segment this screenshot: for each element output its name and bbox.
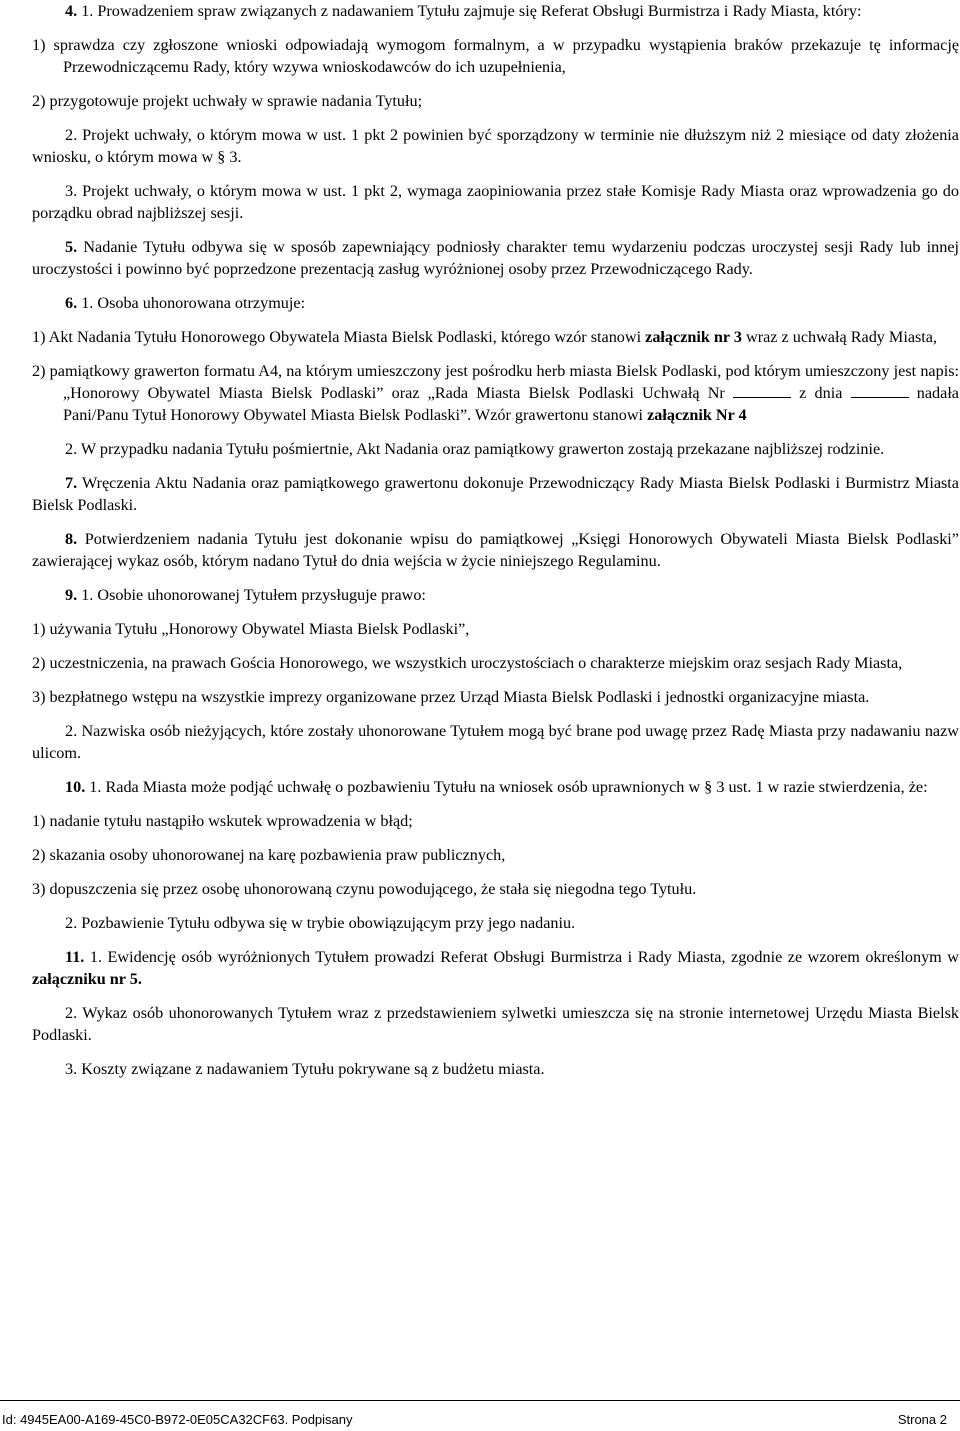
section-4-paragraph-2: 2. Projekt uchwały, o którym mowa w ust. 1 pkt 2 powinien być sporządzony w terminie nie dłuższym niż 2 miesiące od daty złożenia wniosku, o którym mowa w § 3.	[32, 126, 959, 166]
document-id: Id: 4945EA00-A169-45C0-B972-0E05CA32CF63. Podpisany	[2, 1412, 353, 1427]
section-10-point-1: 1) nadanie tytułu nastąpiło wskutek wprowadzenia w błąd;	[32, 812, 413, 830]
document-body	[32, 0, 959, 1080]
section-number: 7.	[65, 474, 78, 492]
section-number: 11.	[65, 948, 85, 966]
section-9-point-1: 1) używania Tytułu „Honorowy Obywatel Miasta Bielsk Podlaski”,	[32, 620, 470, 638]
date-blank	[851, 383, 909, 398]
section-6-point-2: 2) pamiątkowy grawerton formatu A4, na którym umieszczony jest pośrodku herb miasta Bielsk Podlaski, pod którym umieszczony jest napis: „Honorowy Obywatel Miasta Bielsk Podlaski” oraz „Rada Miasta Bielsk Podlaski Uchwałą Nr z dnia nadała Pani/Panu Tytuł Honorowy Obywatel Miasta Bielsk Podlaski”. Wzór grawertonu stanowi załącznik Nr 4	[32, 362, 959, 424]
section-number: 4.	[65, 2, 78, 20]
section-6-point-1: 1) Akt Nadania Tytułu Honorowego Obywatela Miasta Bielsk Podlaski, którego wzór stanowi załącznik nr 3 wraz z uchwałą Rady Miasta,	[32, 328, 938, 346]
section-10-paragraph-1: 10. 1. Rada Miasta może podjąć uchwałę o pozbawieniu Tytułu na wniosek osób uprawnionych w § 3 ust. 1 w razie stwierdzenia, że:	[65, 778, 928, 796]
section-4-point-1: 1) sprawdza czy zgłoszone wnioski odpowiadają wymogom formalnym, a w przypadku wystąpienia braków przekazuje tę informację Przewodniczącemu Rady, który wzywa wnioskodawców do ich uzupełnienia,	[32, 36, 959, 76]
section-number: 9.	[65, 586, 78, 604]
attachment-reference: załączniku nr 5.	[32, 970, 142, 988]
resolution-number-blank	[733, 383, 791, 398]
page-footer	[0, 1400, 960, 1428]
section-4-paragraph-3: 3. Projekt uchwały, o którym mowa w ust. 1 pkt 2, wymaga zaopiniowania przez stałe Komisje Rady Miasta oraz wprowadzenia go do porządku obrad najbliższej sesji.	[32, 182, 959, 222]
section-9-point-2: 2) uczestniczenia, na prawach Gościa Honorowego, we wszystkich uroczystościach o charakterze miejskim oraz sesjach Rady Miasta,	[32, 654, 903, 672]
section-6-paragraph-1: 6. 1. Osoba uhonorowana otrzymuje:	[65, 294, 306, 312]
section-9-paragraph-1: 9. 1. Osobie uhonorowanej Tytułem przysługuje prawo:	[65, 586, 426, 604]
section-4-point-2: 2) przygotowuje projekt uchwały w sprawie nadania Tytułu;	[32, 92, 423, 110]
section-5: 5. Nadanie Tytułu odbywa się w sposób zapewniający podniosły charakter temu wydarzeniu podczas uroczystej sesji Rady lub innej uroczystości i powinno być poprzedzone prezentacją zasług wyróżnionej osoby przez Przewodniczącego Rady.	[32, 238, 959, 278]
section-10-paragraph-2: 2. Pozbawienie Tytułu odbywa się w trybie obowiązującym przy jego nadaniu.	[65, 914, 576, 932]
section-4-paragraph-1: 4. 1. Prowadzeniem spraw związanych z nadawaniem Tytułu zajmuje się Referat Obsługi Burmistrza i Rady Miasta, który:	[65, 2, 862, 20]
section-7: 7. Wręczenia Aktu Nadania oraz pamiątkowego grawertonu dokonuje Przewodniczący Rady Miasta Bielsk Podlaski i Burmistrz Miasta Bielsk Podlaski.	[32, 474, 959, 514]
section-number: 10.	[65, 778, 86, 796]
section-11-paragraph-2: 2. Wykaz osób uhonorowanych Tytułem wraz z przedstawieniem sylwetki umieszcza się na stronie internetowej Urzędu Miasta Bielsk Podlaski.	[32, 1004, 959, 1044]
section-number: 5.	[65, 238, 78, 256]
section-11-paragraph-1: 11. 1. Ewidencję osób wyróżnionych Tytułem prowadzi Referat Obsługi Burmistrza i Rady Miasta, zgodnie ze wzorem określonym w załączniku nr 5.	[32, 948, 959, 988]
section-9-paragraph-2: 2. Nazwiska osób nieżyjących, które zostały uhonorowane Tytułem mogą być brane pod uwagę przez Radę Miasta przy nadawaniu nazw ulicom.	[32, 722, 959, 762]
section-6-paragraph-2: 2. W przypadku nadania Tytułu pośmiertnie, Akt Nadania oraz pamiątkowy grawerton zostają przekazane najbliższej rodzinie.	[65, 440, 885, 458]
section-number: 8.	[65, 530, 78, 548]
section-9-point-3: 3) bezpłatnego wstępu na wszystkie imprezy organizowane przez Urząd Miasta Bielsk Podlaski i jednostki organizacyjne miasta.	[32, 688, 870, 706]
attachment-reference: załącznik nr 3	[645, 328, 742, 346]
page-number: Strona 2	[897, 1412, 947, 1427]
attachment-reference: załącznik Nr 4	[647, 406, 747, 424]
section-number: 6.	[65, 294, 78, 312]
section-10-point-3: 3) dopuszczenia się przez osobę uhonorowaną czynu powodującego, że stała się niegodna tego Tytułu.	[32, 880, 697, 898]
section-10-point-2: 2) skazania osoby uhonorowanej na karę pozbawienia praw publicznych,	[32, 846, 506, 864]
section-11-paragraph-3: 3. Koszty związane z nadawaniem Tytułu pokrywane są z budżetu miasta.	[65, 1060, 545, 1078]
section-8: 8. Potwierdzeniem nadania Tytułu jest dokonanie wpisu do pamiątkowej „Księgi Honorowych Obywateli Miasta Bielsk Podlaski” zawierającej wykaz osób, którym nadano Tytuł do dnia wejścia w życie niniejszego Regulaminu.	[32, 530, 959, 570]
